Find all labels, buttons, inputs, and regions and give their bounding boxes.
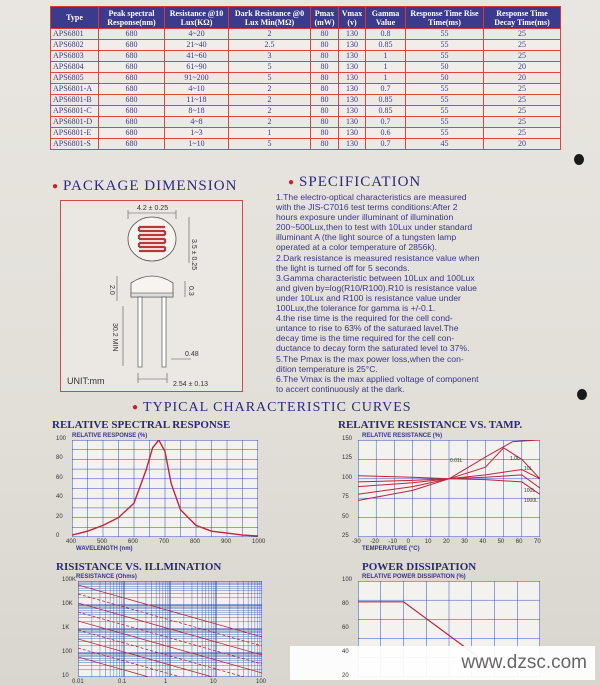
table-cell: APS6804	[51, 62, 99, 73]
chart-illumination-svg	[78, 581, 262, 677]
table-header-cell: Vmax (v)	[339, 7, 366, 29]
table-cell: 55	[406, 128, 484, 139]
table-cell: 80	[311, 106, 339, 117]
y-tick-label: 50	[342, 513, 349, 520]
table-cell: 1	[366, 73, 406, 84]
chart-spectral-svg	[72, 440, 258, 537]
table-cell: APS6801	[51, 29, 99, 40]
table-row	[51, 62, 561, 73]
chart-title-power: POWER DISSIPATION	[362, 561, 477, 573]
table-cell: 680	[99, 95, 165, 106]
x-tick-label: 500	[97, 539, 108, 545]
y-tick-label: 80	[342, 601, 349, 607]
table-cell: 50	[406, 62, 484, 73]
x-tick-label: 100	[256, 679, 267, 685]
table-row	[51, 40, 561, 51]
table-cell: 80	[311, 29, 339, 40]
temp-annotation: 1000L	[524, 498, 538, 504]
table-cell: 20	[484, 62, 561, 73]
x-tick-label: 1000	[252, 539, 266, 545]
watermark: www.dzsc.com	[290, 646, 595, 680]
table-cell: 80	[311, 117, 339, 128]
dim-03-label: 0.3	[187, 286, 194, 296]
x-tick-label: -30	[352, 539, 361, 545]
table-cell: APS6801-E	[51, 128, 99, 139]
x-tick-label: 40	[479, 539, 487, 545]
table-cell: 80	[311, 40, 339, 51]
y-tick-label: 20	[342, 673, 349, 679]
table-header-cell: Gamma Value	[366, 7, 406, 29]
y-tick-label: 100	[62, 649, 73, 655]
table-cell: 2	[229, 106, 311, 117]
table-cell: 80	[311, 51, 339, 62]
table-cell: APS6801-C	[51, 106, 99, 117]
table-cell: 4~20	[165, 29, 229, 40]
dim-right-label: 3.5 ± 0.25	[190, 239, 197, 271]
table-cell: 5	[229, 139, 311, 150]
y-tick-label: 10	[62, 673, 69, 679]
table-cell: 0.7	[366, 117, 406, 128]
x-tick-label: 800	[190, 539, 201, 545]
table-cell: 0.85	[366, 95, 406, 106]
y-tick-label: 100	[342, 474, 353, 481]
table-cell: 55	[406, 117, 484, 128]
table-cell: 80	[311, 139, 339, 150]
table-cell: 1	[229, 128, 311, 139]
table-cell: 680	[99, 117, 165, 128]
table-cell: 45	[406, 139, 484, 150]
table-cell: 4~10	[165, 84, 229, 95]
table-cell: 41~60	[165, 51, 229, 62]
table-cell: 680	[99, 51, 165, 62]
table-cell: 0.85	[366, 106, 406, 117]
y-tick-label: 80	[56, 455, 63, 462]
table-header-cell: Dark Resistance @0 Lux Min(MΩ)	[229, 7, 311, 29]
table-cell: 2.5	[229, 40, 311, 51]
x-tick-label: 70	[534, 539, 541, 545]
table-cell: 80	[311, 84, 339, 95]
table-row	[51, 128, 561, 139]
y-tick-label: 25	[342, 533, 349, 539]
table-cell: 1~3	[165, 128, 229, 139]
table-cell: 55	[406, 84, 484, 95]
table-cell: 80	[311, 95, 339, 106]
package-dimension-diagram	[61, 201, 244, 393]
x-tick-label: 1	[164, 679, 168, 685]
table-cell: 680	[99, 128, 165, 139]
y-tick-label: 0	[56, 533, 60, 539]
dim-min-label: 30.2 MIN	[111, 323, 118, 352]
y-tick-label: 100K	[62, 577, 77, 583]
y-tick-label: 40	[342, 649, 349, 655]
temp-annotation: 100L	[524, 488, 536, 494]
spec-line: and given by=log(R10/R100).R10 is resistance value	[276, 282, 477, 293]
spec-line: decay time is the time required for the cell con-	[276, 333, 455, 344]
spec-line: 3.Gamma characteristic between 10Lux and 100Lux	[276, 272, 475, 283]
table-row	[51, 29, 561, 40]
package-title-text: PACKAGE DIMENSION	[63, 178, 238, 194]
chart-title-temp: RELATIVE RESISTANCE VS. TAMP.	[338, 419, 523, 431]
spec-line: hours exposure under illuminant of illumination	[276, 212, 454, 223]
table-cell: APS6802	[51, 40, 99, 51]
y-tick-label: 1K	[62, 625, 70, 631]
spec-line: 1.The electro-optical characteristics are measured	[276, 192, 467, 202]
temp-annotation: 1.0L	[510, 456, 520, 462]
table-header-cell: Resistance @10 Lux(KΩ)	[165, 7, 229, 29]
x-tick-label: -10	[388, 539, 398, 545]
chart-title-illumination: RISISTANCE VS. ILLMINATION	[56, 561, 222, 573]
table-cell: APS6801-A	[51, 84, 99, 95]
table-header-cell: Type	[51, 7, 99, 29]
spec-table-wrap	[50, 6, 560, 176]
chart-ylabel-illumination: RESISTANCE (Ohms)	[76, 574, 137, 580]
spec-line: 200~500Lux,then to test with 10Lux under standard	[276, 222, 473, 233]
spec-line: illuminant A (the light source of a tungsten lamp	[276, 232, 457, 243]
table-cell: 61~90	[165, 62, 229, 73]
table-cell: 1~10	[165, 139, 229, 150]
table-cell: 25	[484, 95, 561, 106]
spec-line: the light is turned off for 5 seconds.	[276, 262, 410, 273]
chart-xlabel-spectral: WAVELENGTH (nm)	[76, 546, 133, 552]
x-tick-label: 50	[497, 539, 505, 545]
x-tick-label: 0.1	[118, 679, 127, 685]
y-tick-label: 10K	[62, 601, 73, 607]
x-tick-label: 10	[424, 539, 432, 545]
chart-ylabel-power: RELATIVE POWER DISSIPATION (%)	[362, 574, 466, 580]
table-cell: 5	[229, 62, 311, 73]
y-tick-label: 60	[56, 474, 63, 481]
table-cell: 5	[229, 73, 311, 84]
table-cell: 680	[99, 84, 165, 95]
x-tick-label: 900	[221, 539, 232, 545]
table-cell: 130	[339, 128, 366, 139]
spec-line: to accert continuously at the dark.	[276, 383, 405, 394]
table-cell: 130	[339, 84, 366, 95]
table-cell: 130	[339, 73, 366, 84]
table-cell: 25	[484, 117, 561, 128]
table-cell: 130	[339, 51, 366, 62]
table-row	[51, 51, 561, 62]
table-cell: 25	[484, 29, 561, 40]
y-tick-label: 40	[56, 494, 63, 501]
table-cell: 55	[406, 51, 484, 62]
table-cell: APS6803	[51, 51, 99, 62]
table-cell: 0.8	[366, 29, 406, 40]
table-row	[51, 106, 561, 117]
table-cell: 680	[99, 73, 165, 84]
table-cell: 11~18	[165, 95, 229, 106]
x-tick-label: 10	[210, 679, 217, 685]
curves-title-text: TYPICAL CHARACTERISTIC CURVES	[143, 400, 412, 415]
y-tick-label: 75	[342, 494, 349, 501]
chart-temp-svg	[358, 440, 540, 537]
spec-line: operated at a color temperature of 2856k).	[276, 242, 437, 253]
package-drawing	[60, 200, 243, 392]
table-cell: 4~8	[165, 117, 229, 128]
table-cell: 130	[339, 95, 366, 106]
table-cell: 2	[229, 95, 311, 106]
x-tick-label: 20	[443, 539, 450, 545]
table-cell: 25	[484, 51, 561, 62]
table-header-cell: Response Time Rise Time(ms)	[406, 7, 484, 29]
package-section-title: ● PACKAGE DIMENSION	[52, 178, 238, 194]
specification-text	[276, 192, 576, 394]
table-cell: APS6805	[51, 73, 99, 84]
table-cell: 25	[484, 106, 561, 117]
table-cell: 680	[99, 106, 165, 117]
table-cell: 130	[339, 117, 366, 128]
y-tick-label: 60	[342, 625, 349, 631]
table-cell: 130	[339, 106, 366, 117]
chart-temp	[358, 440, 540, 537]
y-tick-label: 125	[342, 455, 353, 462]
spec-line: under 10Lux and R100 is resistance value under	[276, 292, 461, 303]
table-cell: 25	[484, 40, 561, 51]
spec-line: 4.the rise time is the required for the cell cond-	[276, 313, 453, 324]
table-cell: 55	[406, 29, 484, 40]
dim-048-label: 0.48	[185, 351, 199, 358]
table-cell: 130	[339, 139, 366, 150]
table-cell: 20	[484, 73, 561, 84]
x-tick-label: 400	[66, 539, 77, 545]
unit-label: UNIT:mm	[67, 376, 105, 386]
chart-xlabel-temp: TEMPERATURE (°C)	[362, 546, 420, 552]
table-cell: 680	[99, 40, 165, 51]
table-cell: 80	[311, 62, 339, 73]
y-tick-label: 100	[342, 577, 353, 583]
y-tick-label: 100	[56, 436, 67, 442]
table-cell: 680	[99, 29, 165, 40]
chart-spectral	[72, 440, 258, 537]
chart-title-spectral: RELATIVE SPECTRAL RESPONSE	[52, 419, 231, 431]
dim-pitch-label: 2.54 ± 0.13	[173, 381, 208, 388]
table-cell: 55	[406, 40, 484, 51]
chart-ylabel-temp: RELATIVE RESISTANCE (%)	[362, 433, 443, 439]
table-cell: 3	[229, 51, 311, 62]
table-cell: 25	[484, 128, 561, 139]
dim-top-label: 4.2 ± 0.25	[137, 205, 169, 212]
table-cell: 680	[99, 139, 165, 150]
x-tick-label: 0	[406, 539, 410, 545]
table-cell: APS6801-D	[51, 117, 99, 128]
table-cell: 2	[229, 117, 311, 128]
table-header-cell: Pmax (mW)	[311, 7, 339, 29]
table-cell: 0.6	[366, 128, 406, 139]
dim-mid-label: 2.0	[108, 285, 115, 295]
x-tick-label: 0.01	[72, 679, 84, 685]
spec-line: dition temperature is 25°C.	[276, 363, 378, 374]
spec-line: with the JIS-C7016 test terms conditions:After 2	[276, 202, 458, 213]
y-tick-label: 150	[342, 436, 353, 442]
table-row	[51, 73, 561, 84]
table-cell: 0.7	[366, 84, 406, 95]
table-cell: 2	[229, 29, 311, 40]
table-cell: 20	[484, 139, 561, 150]
table-cell: 55	[406, 95, 484, 106]
table-cell: 0.7	[366, 139, 406, 150]
table-cell: 55	[406, 106, 484, 117]
table-cell: 80	[311, 73, 339, 84]
binder-hole-top	[574, 154, 584, 165]
table-cell: APS6801-B	[51, 95, 99, 106]
chart-illumination	[78, 581, 262, 677]
table-header-cell: Peak spectral Response(nm)	[99, 7, 165, 29]
table-cell: 130	[339, 62, 366, 73]
table-cell: APS6801-S	[51, 139, 99, 150]
spec-line: untance to rise to 63% of the saturaed lavel.The	[276, 323, 459, 334]
table-cell: 0.85	[366, 40, 406, 51]
specification-section-title: ● SPECIFICATION	[288, 174, 422, 190]
spec-line: ductance to decay form the saturated level to 37%.	[276, 343, 470, 354]
table-cell: 8~18	[165, 106, 229, 117]
chart-ylabel-spectral: RELATIVE RESPONSE (%)	[72, 433, 148, 439]
table-cell: 2	[229, 84, 311, 95]
table-row	[51, 139, 561, 150]
table-cell: 25	[484, 84, 561, 95]
temp-annotation: 10L	[524, 466, 533, 472]
table-row	[51, 84, 561, 95]
table-row	[51, 117, 561, 128]
table-cell: 80	[311, 128, 339, 139]
curves-section-title: ● TYPICAL CHARACTERISTIC CURVES	[132, 400, 412, 415]
y-tick-label: 20	[56, 513, 63, 520]
x-tick-label: 30	[461, 539, 468, 545]
x-tick-label: -20	[370, 539, 379, 545]
spec-line: 6.The Vmax is the max applied voltage of component	[276, 373, 479, 384]
x-tick-label: 600	[128, 539, 139, 545]
x-tick-label: 700	[159, 539, 170, 545]
specification-title-text: SPECIFICATION	[299, 174, 422, 190]
table-cell: 21~40	[165, 40, 229, 51]
spec-line: 2.Dark resistance is measured resistance value when	[276, 252, 480, 263]
spec-line: 100Lux,the tolerance for gamma is +/-0.1.	[276, 303, 436, 314]
table-cell: 1	[366, 51, 406, 62]
table-cell: 91~200	[165, 73, 229, 84]
table-header-cell: Response Time Decay Time(ms)	[484, 7, 561, 29]
table-cell: 130	[339, 40, 366, 51]
table-cell: 130	[339, 29, 366, 40]
table-cell: 680	[99, 62, 165, 73]
table-cell: 1	[366, 62, 406, 73]
table-row	[51, 95, 561, 106]
binder-hole-bottom	[577, 389, 587, 400]
temp-annotation: 0.01L	[450, 458, 463, 464]
x-tick-label: 60	[515, 539, 523, 545]
spec-line: 5.The Pmax is the max power loss,when the con-	[276, 353, 464, 364]
spec-table	[50, 6, 561, 150]
table-cell: 50	[406, 73, 484, 84]
